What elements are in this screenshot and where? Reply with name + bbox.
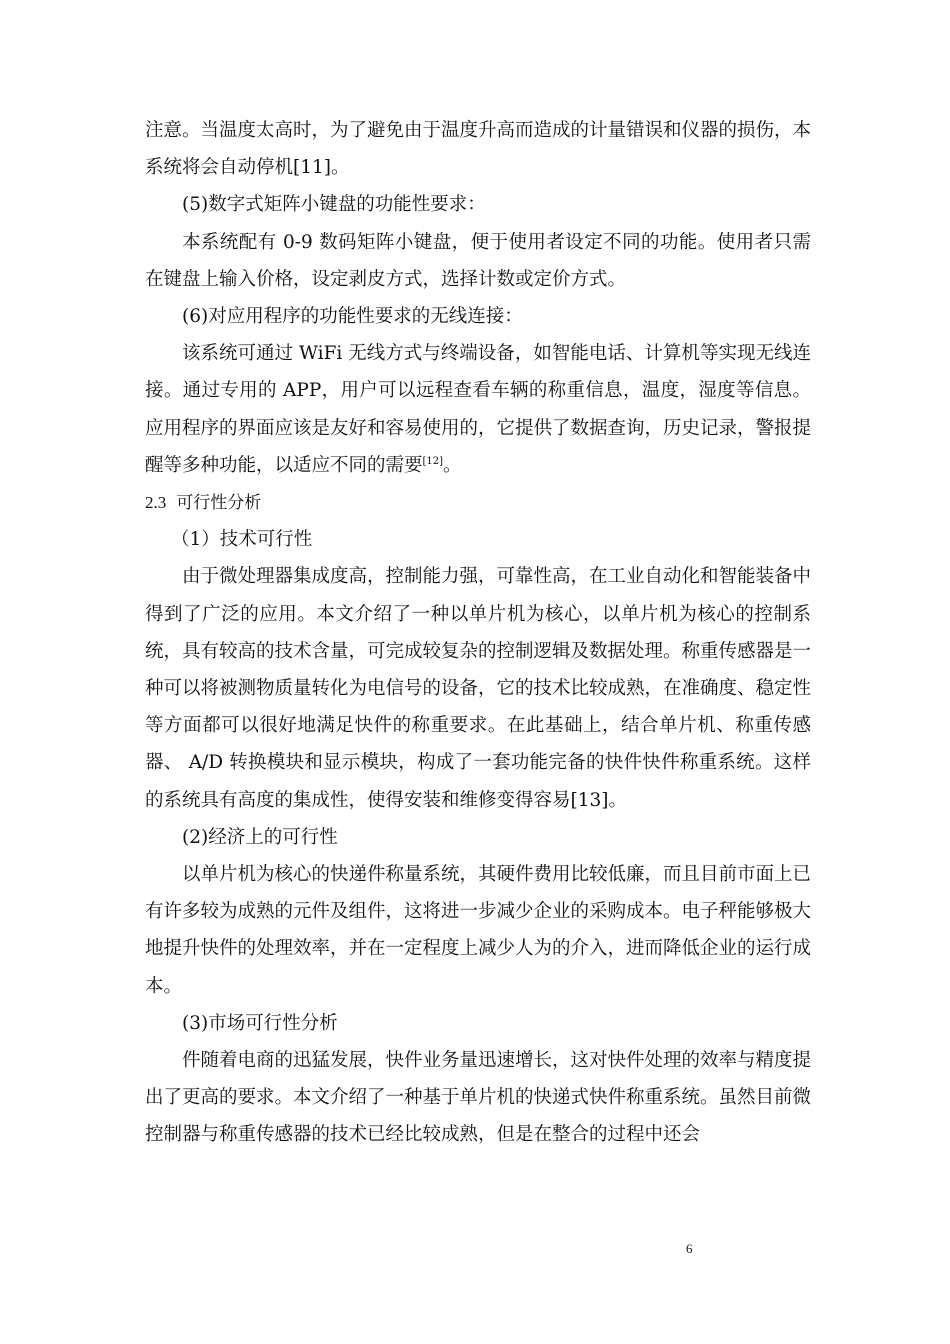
page-number: 6 (686, 1241, 693, 1256)
paragraph-wireless-end: 。 (443, 454, 462, 476)
market-feasibility-heading: (3)市场可行性分析 (182, 1012, 338, 1034)
paragraph-market-feasibility: 件随着电商的迅猛发展，快件业务量迅速增长，这对快件处理的效率与精度提出了更高的要求。本文介绍了一种基于单片机的快递式快件称重系统。虽然目前微控制器与称重传感器的技术已经比较成熟，但是在整合的过程中还会 (145, 1050, 812, 1146)
economic-feasibility-heading: (2)经济上的可行性 (182, 826, 338, 848)
paragraph-technical-feasibility: 由于微处理器集成度高，控制能力强，可靠性高，在工业自动化和智能装备中得到了广泛的应用。本文介绍了一种以单片机为核心，以单片机为核心的控制系统，具有较高的技术含量，可完成较复杂的控制逻辑及数据处理。称重传感器是一种可以将被测物质量转化为电信号的设备，它的技术比较成熟，在准确度、稳定性等方面都可以很好地满足快件的称重要求。在此基础上，结合单片机、称重传感器、 A/D 转换模块和显示模块，构成了一套功能完备的快件快件称重系统。这样的系统具有高度的集成性，使得安装和维修变得容易[13]。 (145, 566, 812, 811)
section-heading (145, 484, 811, 521)
technical-feasibility-heading: （1）技术可行性 (171, 529, 313, 551)
paragraph-wireless-text: 该系统可通过 WiFi 无线方式与终端设备，如智能电话、计算机等实现无线连接。通过专用的 APP，用户可以远程查看车辆的称重信息，温度，湿度等信息。应用程序的界面应该是友好和容易使用的，它提供了数据查询，历史记录，警报提醒等多种功能，以适应不同的需要 (145, 343, 812, 476)
citation-ref: [12] (422, 455, 444, 467)
section-title: 可行性分析 (176, 493, 262, 513)
page-body (145, 112, 811, 1154)
paragraph-overheat-protection: 注意。当温度太高时，为了避免由于温度升高而造成的计量错误和仪器的损伤，本系统将会自动停机[11]。 (145, 120, 812, 179)
keypad-requirement-heading: (5)数字式矩阵小键盘的功能性要求： (182, 194, 486, 216)
wireless-requirement-heading: (6)对应用程序的功能性要求的无线连接： (182, 306, 523, 328)
section-number: 2.3 (145, 493, 167, 513)
paragraph-keypad: 本系统配有 0-9 数码矩阵小键盘，便于使用者设定不同的功能。使用者只需在键盘上输入价格，设定剥皮方式，选择计数或定价方式。 (145, 231, 811, 290)
paragraph-economic-feasibility: 以单片机为核心的快递件称量系统，其硬件费用比较低廉，而且目前市面上已有许多较为成熟的元件及组件，这将进一步减少企业的采购成本。电子秤能够极大地提升快件的处理效率，并在一定程度上减少人为的介入，进而降低企业的运行成本。 (145, 864, 812, 997)
paragraph-wireless (145, 335, 811, 484)
